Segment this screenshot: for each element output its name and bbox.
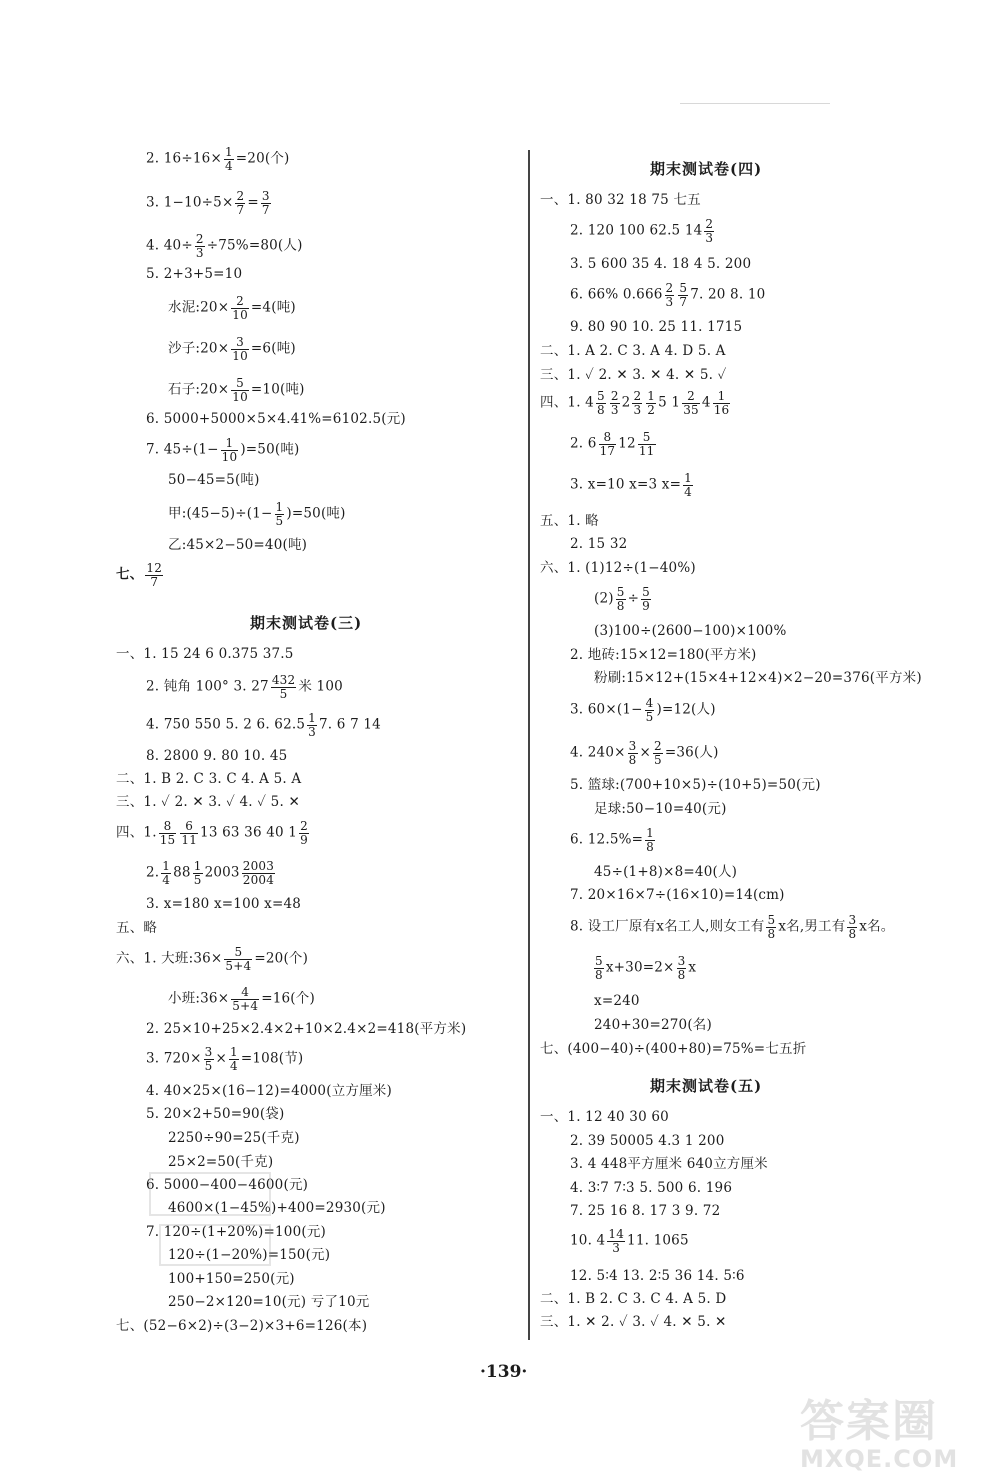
fraction bbox=[261, 190, 271, 216]
numerator: 2003 bbox=[242, 859, 275, 873]
answer-line: 二、1. B 2. C 3. C 4. A 5. D bbox=[540, 1291, 727, 1307]
answer-line: 4. 40×25×(16−12)=4000(立方厘米) bbox=[146, 1083, 392, 1099]
answer-line: (2) $\frac{5}{8}$ ÷ $\frac{5}{9}$ bbox=[594, 585, 650, 613]
denominator: 8 bbox=[628, 752, 637, 767]
denominator: 4 bbox=[224, 158, 233, 173]
numerator: 2 bbox=[195, 232, 204, 246]
fraction bbox=[628, 740, 638, 766]
numerator: 1 bbox=[193, 859, 202, 873]
denominator: 10 bbox=[232, 348, 248, 363]
numerator: 6 bbox=[180, 820, 198, 834]
answer-line: 3. x=180 x=100 x=48 bbox=[146, 896, 302, 912]
fraction bbox=[678, 282, 688, 308]
numerator: 3 bbox=[261, 189, 270, 203]
denominator: 3 bbox=[633, 402, 642, 417]
answer-line: 4. 40÷ $\frac{2}{3}$ ÷75%=80(人) bbox=[146, 232, 303, 260]
denominator: 2 bbox=[647, 402, 656, 417]
answer-line: 2. 地砖:15×12=180(平方米) bbox=[570, 647, 757, 663]
numerator: 5 bbox=[224, 946, 252, 960]
answer-line: 3. x=10 x=3 x= $\frac{1}{4}$ bbox=[570, 471, 692, 499]
denominator: 5+4 bbox=[225, 958, 252, 973]
fraction bbox=[231, 377, 249, 403]
denominator: 16 bbox=[713, 402, 730, 417]
fraction bbox=[307, 712, 317, 738]
answer-line: x=240 bbox=[594, 993, 640, 1009]
numerator: 3 bbox=[677, 954, 686, 968]
denominator: 9 bbox=[642, 598, 650, 613]
numerator: 1 bbox=[230, 1045, 238, 1059]
fraction bbox=[159, 820, 177, 846]
numerator: 3 bbox=[231, 336, 249, 350]
column-divider bbox=[528, 150, 530, 1340]
denominator: 7 bbox=[261, 202, 270, 217]
answer-line: 4. 750 550 5. 2 6. 62.5 $\frac{1}{3}$ 7. 6 7 14 bbox=[146, 711, 381, 739]
fraction bbox=[594, 955, 604, 981]
answer-line: 七、(400−40)÷(400+80)=75%=七五折 bbox=[540, 1041, 807, 1057]
fraction bbox=[632, 390, 642, 416]
answer-line: 石子:20× $\frac{5}{10}$ =10(吨) bbox=[168, 376, 305, 404]
answer-line: 五、1. 略 bbox=[540, 513, 599, 529]
numerator: 3 bbox=[204, 1045, 213, 1059]
fraction bbox=[766, 914, 776, 940]
answer-line: 50−45=5(吨) bbox=[168, 472, 260, 488]
numerator: 2 bbox=[610, 389, 619, 403]
denominator: 10 bbox=[232, 389, 248, 404]
denominator: 10 bbox=[221, 449, 238, 464]
answer-line: 4. 240× $\frac{3}{8}$ × $\frac{2}{5}$ =36(人) bbox=[570, 739, 719, 767]
answer-line: 小班:36× $\frac{4}{5+4}$ =16(个) bbox=[168, 985, 315, 1013]
answer-line: 4. 3∶7 7∶3 5. 500 6. 196 bbox=[570, 1180, 733, 1196]
answer-line: 3. 60×(1− $\frac{4}{5}$ )=12(人) bbox=[570, 696, 716, 724]
fraction bbox=[847, 914, 857, 940]
faded-stamp-graphic bbox=[140, 1165, 290, 1275]
numerator: 5 bbox=[616, 585, 625, 599]
fraction bbox=[677, 955, 687, 981]
denominator: 5 bbox=[193, 872, 202, 887]
answer-line: 2. 120 100 62.5 14 $\frac{2}{3}$ bbox=[570, 217, 714, 245]
answer-line: 三、1. ✓ 2. ✕ 3. ✕ 4. ✕ 5. ✓ bbox=[540, 367, 727, 383]
denominator: 8 bbox=[616, 598, 625, 613]
numerator: 3 bbox=[848, 913, 857, 927]
fraction bbox=[224, 146, 234, 172]
answer-line: 一、1. 15 24 6 0.375 37.5 bbox=[116, 646, 294, 662]
fraction bbox=[683, 472, 693, 498]
fraction bbox=[242, 860, 275, 886]
denominator: 5 bbox=[279, 686, 288, 701]
answer-line: 250−2×120=10(元) 亏了10元 bbox=[168, 1294, 370, 1310]
header-rule bbox=[680, 103, 830, 104]
answer-line: 四、1. $\frac{8}{15}$ $\frac{6}{11}$ 13 63 36 40 1 $\frac{2}{9}$ bbox=[116, 819, 308, 847]
fraction bbox=[713, 390, 731, 416]
denominator: 8 bbox=[646, 839, 655, 854]
answer-line: 100+150=250(元) bbox=[168, 1271, 295, 1287]
numerator: 12 bbox=[146, 561, 163, 575]
fraction bbox=[224, 946, 252, 972]
answer-line: 2. 16÷16× $\frac{1}{4}$ =20(个) bbox=[146, 145, 290, 173]
answer-line: 240+30=270(名) bbox=[594, 1017, 712, 1033]
numerator: 2 bbox=[300, 819, 308, 833]
fraction bbox=[193, 860, 203, 886]
answer-line: 六、1. (1)12÷(1−40%) bbox=[540, 560, 696, 576]
answer-line: 12. 5∶4 13. 2∶5 36 14. 5∶6 bbox=[570, 1268, 745, 1284]
fraction bbox=[231, 295, 249, 321]
numerator: 2 bbox=[236, 189, 245, 203]
denominator: 3 bbox=[308, 724, 317, 739]
answer-line: 5. 篮球:(700+10×5)÷(10+5)=50(元) bbox=[570, 777, 821, 793]
fraction bbox=[180, 820, 198, 846]
numerator: 1 bbox=[647, 389, 656, 403]
answer-line: 三、1. ✕ 2. ✓ 3. ✓ 4. ✕ 5. ✕ bbox=[540, 1314, 727, 1330]
answer-line: 三、1. ✓ 2. ✕ 3. ✓ 4. ✓ 5. ✕ bbox=[116, 794, 300, 810]
section-title: 期末测试卷(五) bbox=[650, 1077, 763, 1095]
answer-line: 9. 80 90 10. 25 11. 1715 bbox=[570, 319, 743, 335]
fraction bbox=[231, 986, 259, 1012]
answer-line: 2. 15 32 bbox=[570, 536, 628, 552]
answer-line: (3)100÷(2600−100)×100% bbox=[594, 623, 787, 639]
numerator: 5 bbox=[231, 377, 249, 391]
fraction bbox=[275, 501, 285, 527]
numerator: 5 bbox=[679, 281, 688, 295]
answer-line: 7. 120÷(1+20%)=100(元) bbox=[146, 1224, 327, 1240]
numerator: 5 bbox=[638, 431, 656, 445]
numerator: 1 bbox=[275, 500, 284, 514]
section-title: 期末测试卷(三) bbox=[250, 614, 363, 632]
answer-line: 四、1. 4 $\frac{5}{8}$ $\frac{2}{3}$ 2 $\frac{2}{3}$ $\frac{1}{2}$ 5 1 $\frac{2}{35}$ 4 $\frac{1}{16}$ bbox=[540, 389, 730, 417]
answer-line: 5. 2+3+5=10 bbox=[146, 266, 243, 282]
numerator: 5 bbox=[767, 913, 776, 927]
answer-line: 2. 25×10+25×2.4×2+10×2.4×2=418(平方米) bbox=[146, 1021, 467, 1037]
numerator: 5 bbox=[596, 389, 605, 403]
fraction bbox=[599, 431, 617, 457]
numerator: 1 bbox=[224, 145, 233, 159]
denominator: 17 bbox=[599, 443, 616, 458]
answer-line: 二、1. B 2. C 3. C 4. A 5. A bbox=[116, 771, 302, 787]
answer-line: 七、(52−6×2)÷(3−2)×3+6=126(本) bbox=[116, 1318, 368, 1334]
fraction bbox=[641, 586, 651, 612]
numerator: 1 bbox=[684, 471, 692, 485]
answer-line: 120÷(1−20%)=150(元) bbox=[168, 1247, 331, 1263]
numerator: 2 bbox=[665, 281, 674, 295]
numerator: 5 bbox=[595, 954, 603, 968]
numerator: 5 bbox=[642, 585, 650, 599]
numerator: 1 bbox=[162, 859, 171, 873]
answer-line: 3. 5 600 35 4. 18 4 5. 200 bbox=[570, 256, 752, 272]
answer-line: 3. 1−10÷5× $\frac{2}{7}$ = $\frac{3}{7}$ bbox=[146, 189, 270, 217]
fraction bbox=[161, 860, 171, 886]
denominator: 10 bbox=[232, 307, 248, 322]
denominator: 5 bbox=[275, 513, 284, 528]
numerator: 2 bbox=[705, 217, 714, 231]
denominator: 8 bbox=[848, 926, 857, 941]
denominator: 8 bbox=[596, 402, 605, 417]
answer-line: 六、1. 大班:36× $\frac{5}{5+4}$ =20(个) bbox=[116, 945, 309, 973]
denominator: 4 bbox=[230, 1058, 238, 1073]
denominator: 4 bbox=[684, 484, 692, 499]
answer-line: 25×2=50(千克) bbox=[168, 1154, 274, 1170]
fraction bbox=[145, 562, 163, 588]
fraction bbox=[610, 390, 620, 416]
answer-line: 6. 5000+5000×5×4.41%=6102.5(元) bbox=[146, 411, 406, 427]
answer-line: $\frac{5}{8}$ x+30=2× $\frac{3}{8}$ x bbox=[595, 954, 697, 982]
numerator: 1 bbox=[713, 390, 731, 404]
denominator: 35 bbox=[683, 402, 699, 417]
answer-line: 4600×(1−45%)+400=2930(元) bbox=[168, 1200, 386, 1216]
answer-line: 乙:45×2−50=40(吨) bbox=[168, 537, 308, 553]
denominator: 5 bbox=[654, 752, 662, 767]
fraction bbox=[229, 1046, 239, 1072]
denominator: 3 bbox=[705, 230, 714, 245]
fraction bbox=[616, 586, 626, 612]
fraction bbox=[221, 437, 239, 463]
denominator: 3 bbox=[610, 402, 619, 417]
answer-line: 二、1. A 2. C 3. A 4. D 5. A bbox=[540, 343, 726, 359]
numerator: 1 bbox=[221, 437, 239, 451]
answer-line: 一、1. 80 32 18 75 七五 bbox=[540, 192, 701, 208]
answer-line: 沙子:20× $\frac{3}{10}$ =6(吨) bbox=[168, 335, 296, 363]
denominator: 8 bbox=[595, 967, 603, 982]
answer-line: 2. 钝角 100° 3. 27 $\frac{432}{5}$ 米 100 bbox=[146, 673, 343, 701]
answer-line: 七、 $\frac{12}{7}$ bbox=[116, 561, 163, 589]
answer-line: 7. 20×16×7÷(16×10)=14(cm) bbox=[570, 887, 785, 903]
fraction bbox=[195, 233, 205, 259]
denominator: 15 bbox=[159, 832, 176, 847]
fraction bbox=[645, 697, 655, 723]
numerator: 3 bbox=[628, 739, 637, 753]
denominator: 3 bbox=[665, 294, 674, 309]
fraction bbox=[682, 390, 700, 416]
denominator: 3 bbox=[612, 1240, 621, 1255]
answer-line: 7. 25 16 8. 17 3 9. 72 bbox=[570, 1203, 721, 1219]
answer-line: 2250÷90=25(千克) bbox=[168, 1130, 300, 1146]
answer-line: 一、1. 12 40 30 60 bbox=[540, 1109, 669, 1125]
answer-line: 6. 66% 0.666 $\frac{2}{3}$ $\frac{5}{7}$ 7. 20 8. 10 bbox=[570, 281, 766, 309]
numerator: 4 bbox=[231, 986, 259, 1000]
answer-line: 8. 2800 9. 80 10. 45 bbox=[146, 748, 288, 764]
section-title: 期末测试卷(四) bbox=[650, 160, 763, 178]
denominator: 5+4 bbox=[232, 998, 259, 1013]
answer-line: 2. 39 50005 4.3 1 200 bbox=[570, 1133, 725, 1149]
answer-line: 甲:(45−5)÷(1− $\frac{1}{5}$ )=50(吨) bbox=[168, 500, 346, 528]
answer-line: 水泥:20× $\frac{2}{10}$ =4(吨) bbox=[168, 294, 296, 322]
fraction bbox=[299, 820, 309, 846]
answer-line: 8. 设工厂原有x名工人,则女工有 $\frac{5}{8}$ x名,男工有 $\frac{3}{8}$ x名。 bbox=[570, 913, 895, 941]
answer-line: 3. 720× $\frac{3}{5}$ × $\frac{1}{4}$ =108(节) bbox=[146, 1045, 304, 1073]
answer-line: 2. 6 $\frac{8}{17}$ 12 $\frac{5}{11}$ bbox=[570, 430, 655, 458]
numerator: 432 bbox=[271, 673, 296, 687]
denominator: 7 bbox=[679, 294, 688, 309]
fraction bbox=[646, 390, 656, 416]
numerator: 8 bbox=[159, 820, 177, 834]
denominator: 4 bbox=[162, 872, 171, 887]
fraction bbox=[231, 336, 249, 362]
numerator: 1 bbox=[308, 711, 317, 725]
answer-line: 粉刷:15×12+(15×4+12×4)×2−20=376(平方米) bbox=[594, 670, 922, 686]
fraction bbox=[235, 190, 245, 216]
denominator: 5 bbox=[204, 1058, 213, 1073]
numerator: 8 bbox=[599, 431, 617, 445]
numerator: 2 bbox=[654, 739, 662, 753]
page-number: ·139· bbox=[480, 1362, 528, 1382]
fraction bbox=[645, 827, 655, 853]
answer-line: 7. 45÷(1− $\frac{1}{10}$ )=50(吨) bbox=[146, 436, 300, 464]
answer-line: 45÷(1+8)×8=40(人) bbox=[594, 864, 738, 880]
denominator: 11 bbox=[638, 443, 655, 458]
numerator: 4 bbox=[645, 696, 654, 710]
denominator: 5 bbox=[645, 709, 654, 724]
fraction bbox=[271, 674, 297, 700]
answer-line: 10. 4 $\frac{14}{3}$ 11. 1065 bbox=[570, 1227, 689, 1255]
numerator: 14 bbox=[608, 1227, 625, 1241]
answer-line: 3. 4 448平方厘米 640立方厘米 bbox=[570, 1156, 768, 1172]
numerator: 2 bbox=[231, 295, 249, 309]
answer-line: 足球:50−10=40(元) bbox=[594, 801, 727, 817]
fraction bbox=[596, 390, 606, 416]
answer-line: 5. 20×2+50=90(袋) bbox=[146, 1106, 285, 1122]
denominator: 9 bbox=[300, 832, 308, 847]
denominator: 11 bbox=[181, 832, 198, 847]
denominator: 7 bbox=[236, 202, 245, 217]
denominator: 8 bbox=[677, 967, 686, 982]
fraction bbox=[638, 431, 656, 457]
denominator: 7 bbox=[150, 574, 159, 589]
answer-line: 6. 5000−400−4600(元) bbox=[146, 1177, 309, 1193]
fraction bbox=[665, 282, 675, 308]
answer-line: 五、略 bbox=[116, 920, 158, 936]
denominator: 8 bbox=[767, 926, 776, 941]
watermark-logo: 答案圈 MXQE.COM bbox=[800, 1396, 959, 1473]
fraction bbox=[607, 1228, 625, 1254]
numerator: 1 bbox=[646, 826, 655, 840]
denominator: 3 bbox=[195, 245, 204, 260]
denominator: 2004 bbox=[242, 872, 275, 887]
numerator: 2 bbox=[633, 389, 642, 403]
fraction bbox=[653, 740, 663, 766]
fraction bbox=[704, 218, 714, 244]
numerator: 2 bbox=[682, 390, 700, 404]
fraction bbox=[204, 1046, 214, 1072]
answer-line: 2. $\frac{1}{4}$ 88 $\frac{1}{5}$ 2003 $\frac{2003}{2004}$ bbox=[146, 859, 275, 887]
answer-line: 6. 12.5%= $\frac{1}{8}$ bbox=[570, 826, 655, 854]
